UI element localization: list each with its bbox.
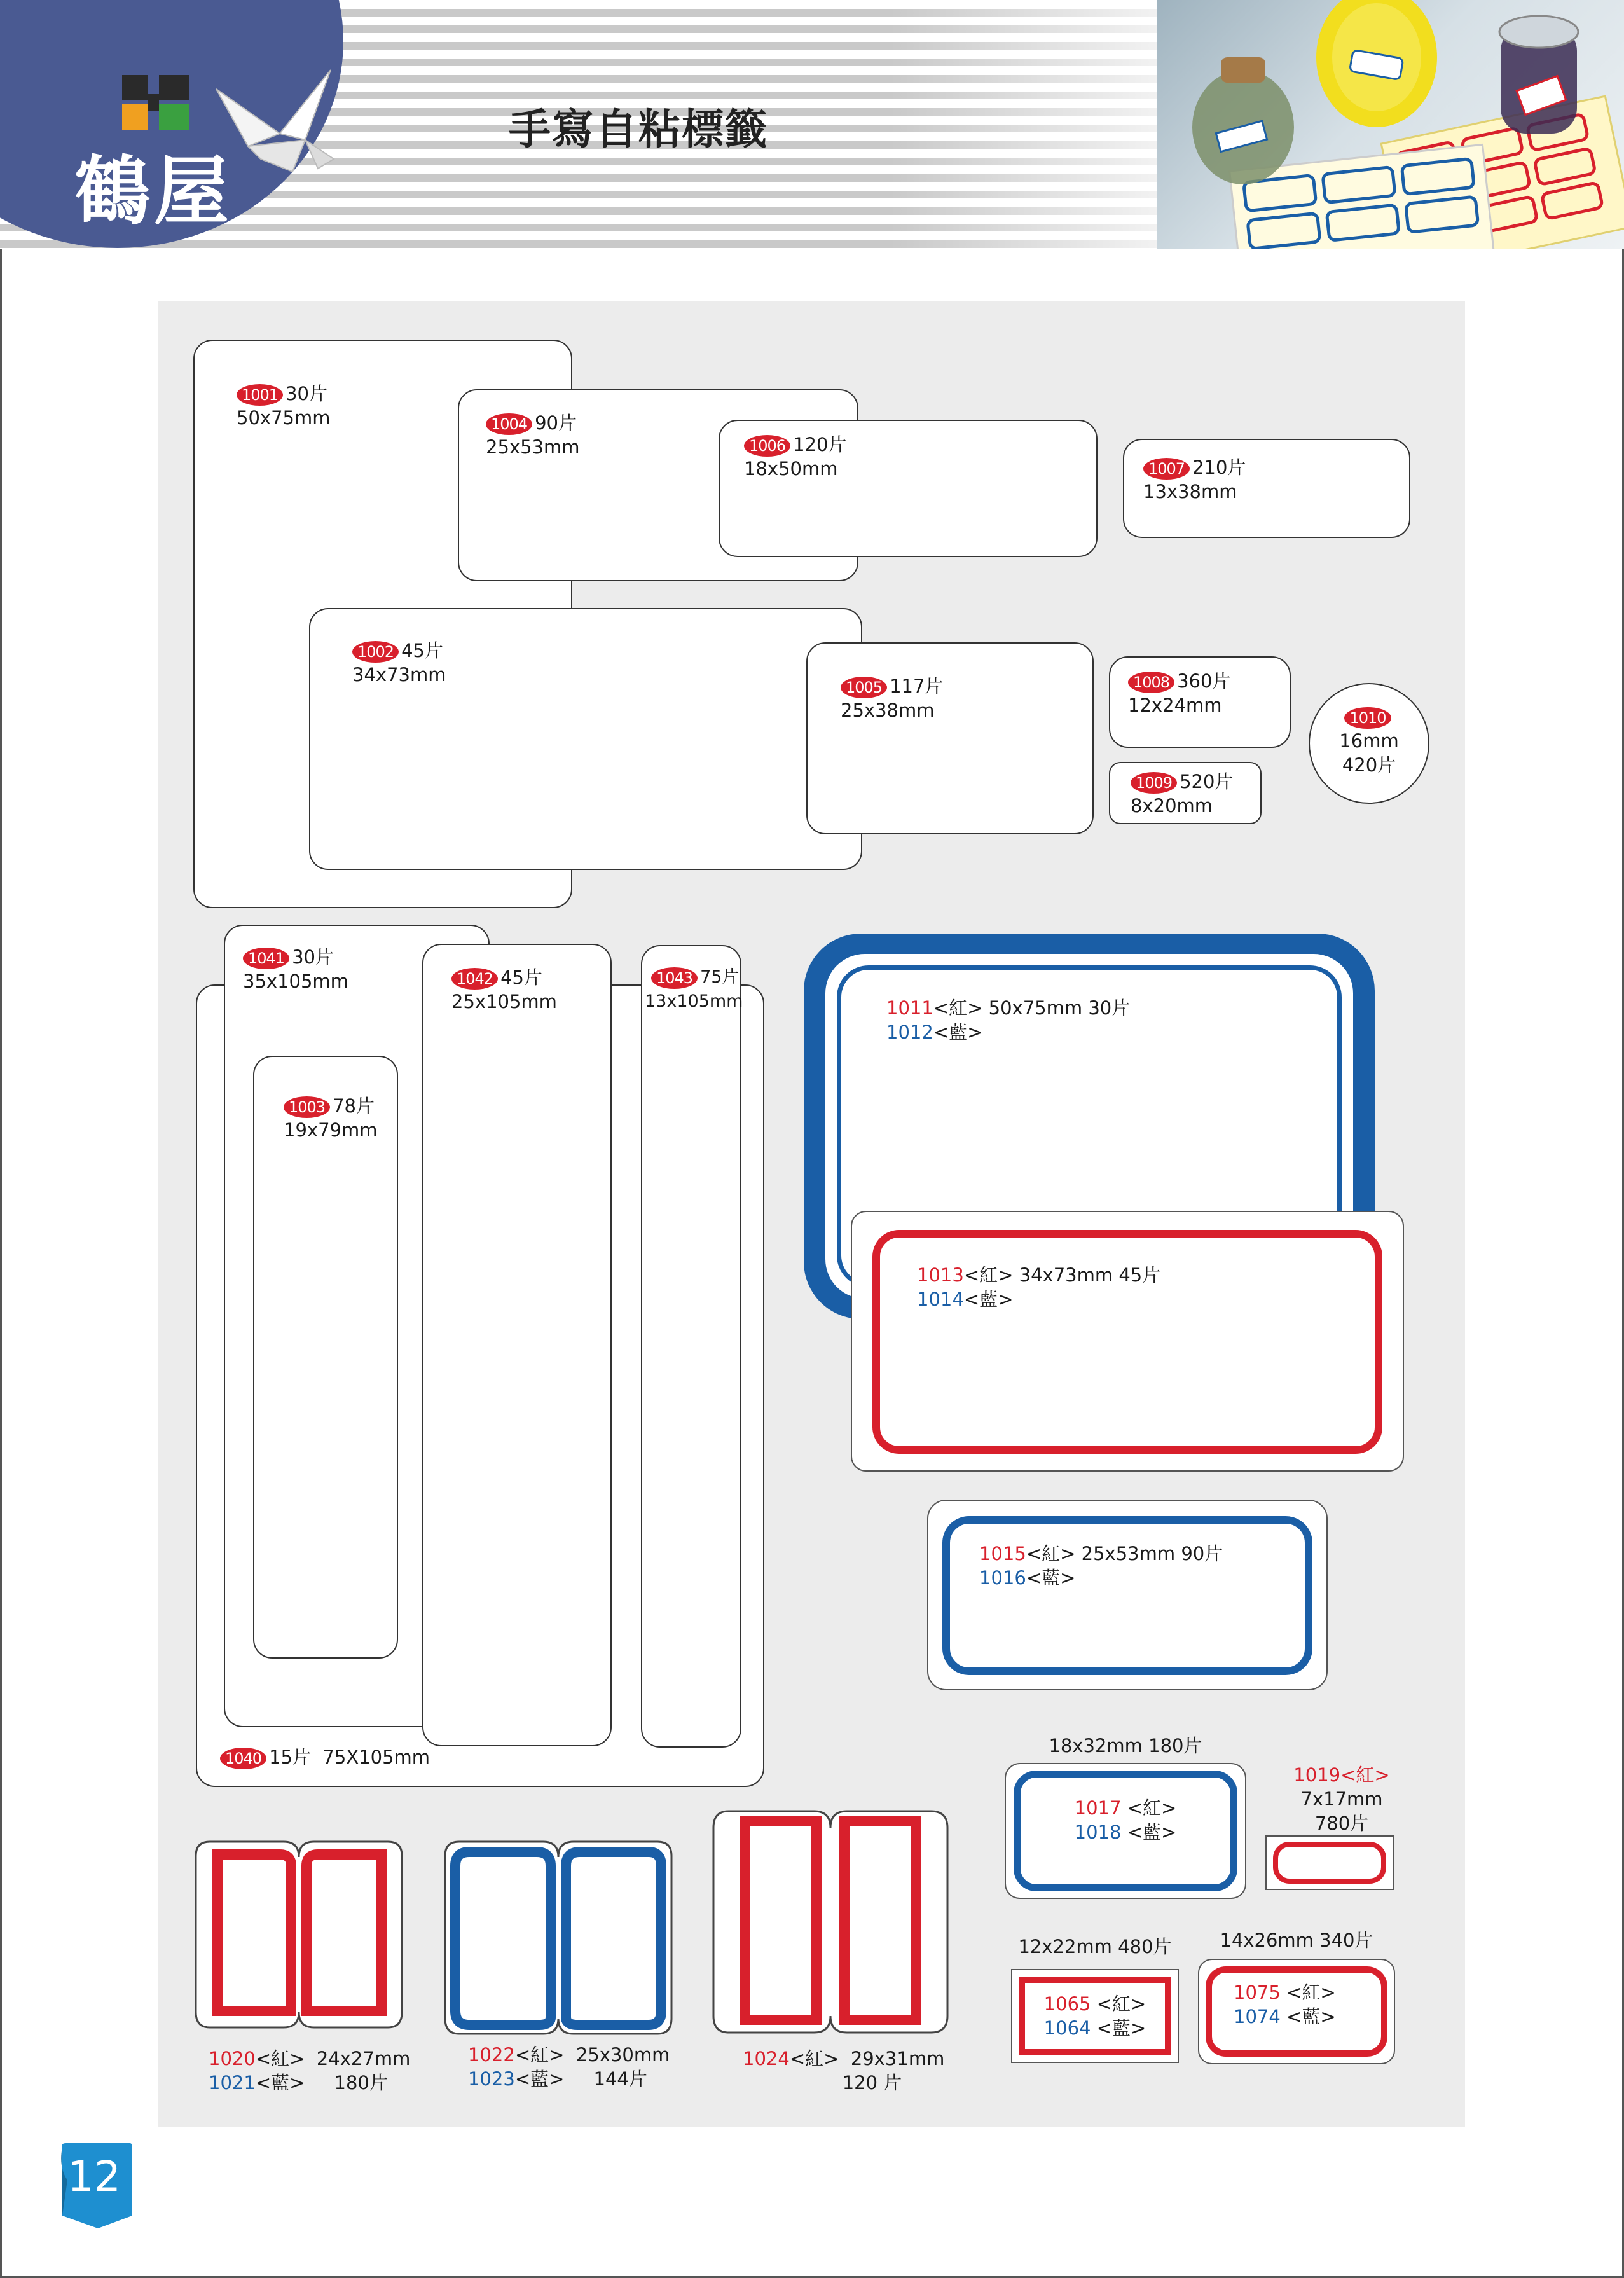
red-tag: <紅> xyxy=(1280,1982,1336,2003)
label-1022-sheet xyxy=(444,1840,674,2035)
label-1020-sheet xyxy=(195,1840,403,2029)
blue-code: 1018 xyxy=(1074,1821,1122,1843)
page-number: 12 xyxy=(67,2152,121,2201)
blue-tag: <藍> xyxy=(1121,1821,1177,1843)
count: 117片 xyxy=(890,675,944,697)
blue-code: 1014 xyxy=(917,1288,964,1310)
label-1002-text xyxy=(352,639,446,687)
red-code: 1065 xyxy=(1043,1993,1091,2015)
size: 50x75mm xyxy=(237,407,331,429)
label-1043-text xyxy=(645,965,743,1014)
header-banner xyxy=(0,0,1624,249)
blue-code: 1064 xyxy=(1043,2017,1091,2039)
size: 13x105mm xyxy=(645,991,743,1011)
code-badge: 1002 xyxy=(352,641,399,663)
label-1017-header: 18x32mm 180片 xyxy=(1049,1735,1202,1757)
size: 19x79mm xyxy=(284,1119,378,1141)
label-1008-text xyxy=(1128,669,1230,717)
spec: 25x53mm 90片 xyxy=(1081,1543,1223,1564)
red-code: 1020 xyxy=(209,2048,256,2069)
blue-code: 1074 xyxy=(1234,2006,1281,2027)
red-tag: <紅> xyxy=(514,2044,565,2066)
red-code: 1017 xyxy=(1074,1797,1122,1819)
size: 35x105mm xyxy=(243,970,348,992)
count: 45片 xyxy=(401,640,443,661)
label-1005 xyxy=(806,642,1094,834)
code-badge: 1043 xyxy=(651,967,698,989)
label-1075-header: 14x26mm 340片 xyxy=(1220,1929,1373,1951)
spec: 50x75mm 30片 xyxy=(988,997,1131,1019)
red-code: 1024 xyxy=(743,2048,790,2069)
count: 90片 xyxy=(535,412,577,434)
code-badge: 1003 xyxy=(284,1096,330,1118)
red-tag: <紅> xyxy=(1121,1797,1177,1819)
count: 360片 xyxy=(1177,670,1231,692)
count: 420片 xyxy=(1342,754,1396,776)
red-code: 1022 xyxy=(468,2044,515,2066)
size: 12x24mm xyxy=(1128,694,1222,716)
label-1075-text xyxy=(1234,1980,1336,2029)
label-1005-text xyxy=(841,674,943,722)
product-photo-illustration xyxy=(1157,0,1624,249)
size: 13x38mm xyxy=(1143,481,1237,502)
count: 30片 xyxy=(292,946,334,968)
size: 75X105mm xyxy=(322,1746,430,1768)
size: 25x30mm xyxy=(575,2044,670,2066)
blue-tag: <藍> xyxy=(1091,2017,1146,2039)
red-tag: <紅> xyxy=(1026,1543,1076,1564)
red-code: 1075 xyxy=(1234,1982,1281,2003)
label-1024-sheet xyxy=(712,1810,949,2034)
blue-tag: <藍> xyxy=(514,2068,565,2090)
count: 75片 xyxy=(700,967,740,987)
size: 34x73mm xyxy=(352,664,446,686)
label-1019-text xyxy=(1265,1763,1418,1835)
count: 120 片 xyxy=(842,2072,902,2094)
label-1009-text xyxy=(1131,770,1233,818)
size: 25x105mm xyxy=(451,991,557,1012)
product-photo xyxy=(1157,0,1624,249)
code-badge: 1001 xyxy=(237,384,283,406)
label-1007-text xyxy=(1143,455,1246,504)
label-1040-text xyxy=(220,1745,430,1769)
count: 78片 xyxy=(333,1095,375,1117)
count: 180片 xyxy=(334,2072,388,2094)
count: 120片 xyxy=(793,434,847,455)
label-1065-text xyxy=(1011,1992,1179,2040)
label-1020-text xyxy=(209,2047,410,2095)
size: 25x38mm xyxy=(841,700,935,721)
code-badge: 1006 xyxy=(744,435,790,457)
red-code: 1015 xyxy=(979,1543,1026,1564)
count: 15片 xyxy=(269,1746,311,1768)
blue-code: 1021 xyxy=(209,2072,256,2094)
spec: 34x73mm 45片 xyxy=(1019,1264,1161,1286)
label-1015-frame xyxy=(942,1516,1312,1675)
size: 24x27mm xyxy=(316,2048,411,2069)
count: 45片 xyxy=(500,967,542,988)
label-1010-text xyxy=(1309,705,1429,777)
blue-code: 1023 xyxy=(468,2068,515,2090)
label-1004-text xyxy=(486,411,579,459)
blue-tag: <藍> xyxy=(1280,2006,1336,2027)
code-badge: 1004 xyxy=(486,413,532,435)
code-badge: 1040 xyxy=(220,1748,266,1769)
size: 25x53mm xyxy=(486,436,580,458)
label-1017-text xyxy=(1005,1796,1246,1844)
red-tag: <紅> xyxy=(789,2048,839,2069)
blue-code: 1012 xyxy=(886,1021,933,1043)
brand-name: 鶴屋 xyxy=(75,147,233,235)
red-code: 1011 xyxy=(886,997,933,1019)
label-1013-text xyxy=(917,1263,1160,1311)
label-1015-text xyxy=(979,1542,1223,1590)
brand-logo-icon xyxy=(122,75,189,130)
page-title: 手寫自粘標籤 xyxy=(509,105,768,154)
code-badge: 1008 xyxy=(1128,672,1174,693)
label-1019-frame xyxy=(1273,1842,1386,1884)
red-tag: <紅> xyxy=(933,997,983,1019)
count: 144片 xyxy=(593,2068,647,2090)
label-1001-text xyxy=(237,382,330,430)
label-1011-text xyxy=(886,996,1130,1044)
code-badge: 1042 xyxy=(451,968,498,990)
code-badge: 1010 xyxy=(1344,707,1391,729)
code-badge: 1041 xyxy=(243,948,289,969)
red-code: 1013 xyxy=(917,1264,964,1286)
size: 8x20mm xyxy=(1131,795,1213,817)
code-badge: 1005 xyxy=(841,677,887,698)
label-1065-header: 12x22mm 480片 xyxy=(1018,1936,1172,1957)
count: 30片 xyxy=(286,383,327,404)
blue-tag: <藍> xyxy=(963,1288,1014,1310)
blue-tag: <藍> xyxy=(1026,1567,1076,1589)
label-1022-text xyxy=(468,2043,670,2091)
blue-code: 1016 xyxy=(979,1567,1026,1589)
label-1042 xyxy=(422,944,612,1746)
red-tag: <紅> xyxy=(1091,1993,1146,2015)
label-1043 xyxy=(641,945,741,1748)
label-1003-text xyxy=(284,1094,377,1142)
label-1006-text xyxy=(744,432,846,481)
size: 18x50mm xyxy=(744,458,838,480)
count: 520片 xyxy=(1180,771,1234,792)
count: 780片 xyxy=(1314,1812,1369,1834)
size: 29x31mm xyxy=(850,2048,945,2069)
label-1024-text xyxy=(743,2047,944,2095)
label-1041-text xyxy=(243,945,348,993)
red-line: 1019<紅> xyxy=(1293,1764,1390,1786)
count: 210片 xyxy=(1192,457,1246,478)
code-badge: 1007 xyxy=(1143,458,1190,480)
origami-crane-icon xyxy=(210,64,337,178)
red-tag: <紅> xyxy=(255,2048,305,2069)
red-tag: <紅> xyxy=(963,1264,1014,1286)
blue-tag: <藍> xyxy=(255,2072,305,2094)
blue-tag: <藍> xyxy=(933,1021,983,1043)
size: 7x17mm xyxy=(1300,1788,1383,1810)
size: 16mm xyxy=(1339,730,1399,752)
code-badge: 1009 xyxy=(1131,772,1177,794)
label-1003 xyxy=(253,1056,398,1659)
label-1042-text xyxy=(451,965,557,1014)
